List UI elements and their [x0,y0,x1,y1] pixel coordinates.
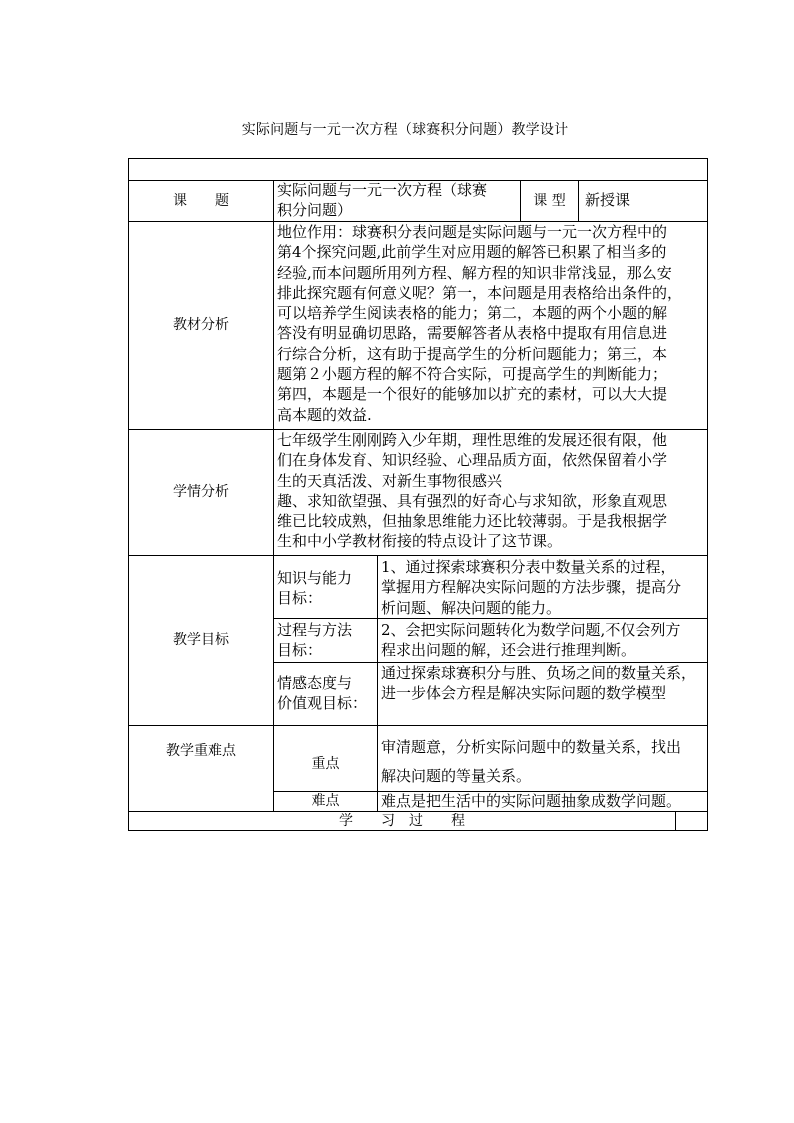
textbook-analysis-text [274,222,707,429]
lesson-type-value: 新授课 [585,191,631,209]
label-line: 过程与方法 [277,621,353,639]
process-goal-label [274,620,377,662]
topic-value-line: 积分问题） [277,201,353,220]
text-line: 答没有明显确切思路，需要解答者从表格中提取有用信息进 [277,324,668,343]
label-line: 情感态度与 [277,674,353,692]
topic-value-line: 实际问题与一元一次方程（球赛 [277,181,488,199]
key-point-text [378,726,707,791]
text-line: 程求出问题的解，还会进行推理判断。 [381,641,637,660]
text-line: 2、会把实际问题转化为数学问题,不仅会列方 [381,621,681,639]
text-line: 地位作用：球赛积分表问题是实际问题与一元一次方程中的 [277,223,668,241]
knowledge-goal-text [378,557,707,618]
text-line: 析问题、解决问题的能力。 [381,598,562,617]
knowledge-goal-label [274,568,377,612]
emotion-goal-label [274,673,377,717]
text-line: 生和中小学教材衔接的特点设计了这节课。 [277,532,563,551]
label-line: 知识与能力 [277,569,353,587]
table-border-top [128,158,708,159]
key-point-label: 重点 [311,755,340,772]
text-line: 排此探究题有何意义呢？第一，本问题是用表格给出条件的， [277,283,683,302]
text-line: 可以培养学生阅读表格的能力；第二，本题的两个小题的解 [277,304,668,323]
lesson-plan-table [128,158,708,831]
lesson-type-label: 课 型 [533,192,566,209]
text-line: 掌握用方程解决实际问题的方法步骤，提高分 [381,578,682,597]
label-line: 目标： [277,589,323,608]
topic-value [274,180,520,221]
table-border-right [707,158,708,831]
difficult-point-text: 难点是把生活中的实际问题抽象成数学问题。 [381,792,682,810]
document-title: 实际问题与一元一次方程（球赛积分问题）教学设计 [241,122,569,138]
text-line: 们在身体发育、知识经验、心理品质方面，依然保留着小学 [277,451,668,470]
text-line: 七年级学生刚刚跨入少年期，理性思维的发展还很有限，他 [277,431,668,449]
topic-label: 课 题 [173,192,229,209]
text-line: 经验,而本问题所用列方程、解方程的知识非常浅显，那么安 [277,263,672,282]
text-line: 审清题意，分析实际问题中的数量关系，找出 [381,738,682,756]
text-line: 趣、求知欲望强、具有强烈的好奇心与求知欲，形象直观思 [277,491,668,510]
text-line: 第4个探究问题,此前学生对应用题的解答已积累了相当多的 [277,243,667,262]
student-analysis-label: 学情分析 [173,484,229,501]
textbook-analysis-label: 教材分析 [173,317,229,334]
table-border-bottom [128,830,708,831]
text-line: 解决问题的等量关系。 [381,767,532,786]
difficult-point-label: 难点 [311,793,340,810]
label-line: 目标： [277,641,323,660]
emotion-goal-text [378,663,707,725]
text-line: 行综合分析，这有助于提高学生的分析问题能力；第三，本 [277,344,668,363]
column-divider [578,180,579,221]
text-line: 维已比较成熟，但抽象思维能力还比较薄弱。于是我根据学 [277,512,668,531]
text-line: 1、通过探索球赛积分表中数量关系的过程， [381,558,676,576]
process-goal-text [378,620,707,662]
text-line: 生的天真活泼、对新生事物很感兴 [277,471,503,490]
label-line: 价值观目标： [277,694,368,713]
text-line: 通过探索球赛积分与胜、负场之间的数量关系， [381,664,697,682]
key-points-label: 教学重难点 [166,743,236,760]
learning-process-header: 学 习 过 程 [339,813,465,829]
text-line: 进一步体会方程是解决实际问题的数学模型 [381,684,667,703]
row-divider [273,618,708,619]
student-analysis-text [274,430,707,555]
text-line: 题第２小题方程的解不符合实际，可提高学生的判断能力； [277,365,668,384]
text-line: 第四，本题是一个很好的能够加以扩充的素材，可以大大提 [277,385,668,404]
text-line: 高本题的效益. [277,405,372,424]
teaching-goals-label: 教学目标 [173,632,229,649]
column-divider [675,811,676,830]
